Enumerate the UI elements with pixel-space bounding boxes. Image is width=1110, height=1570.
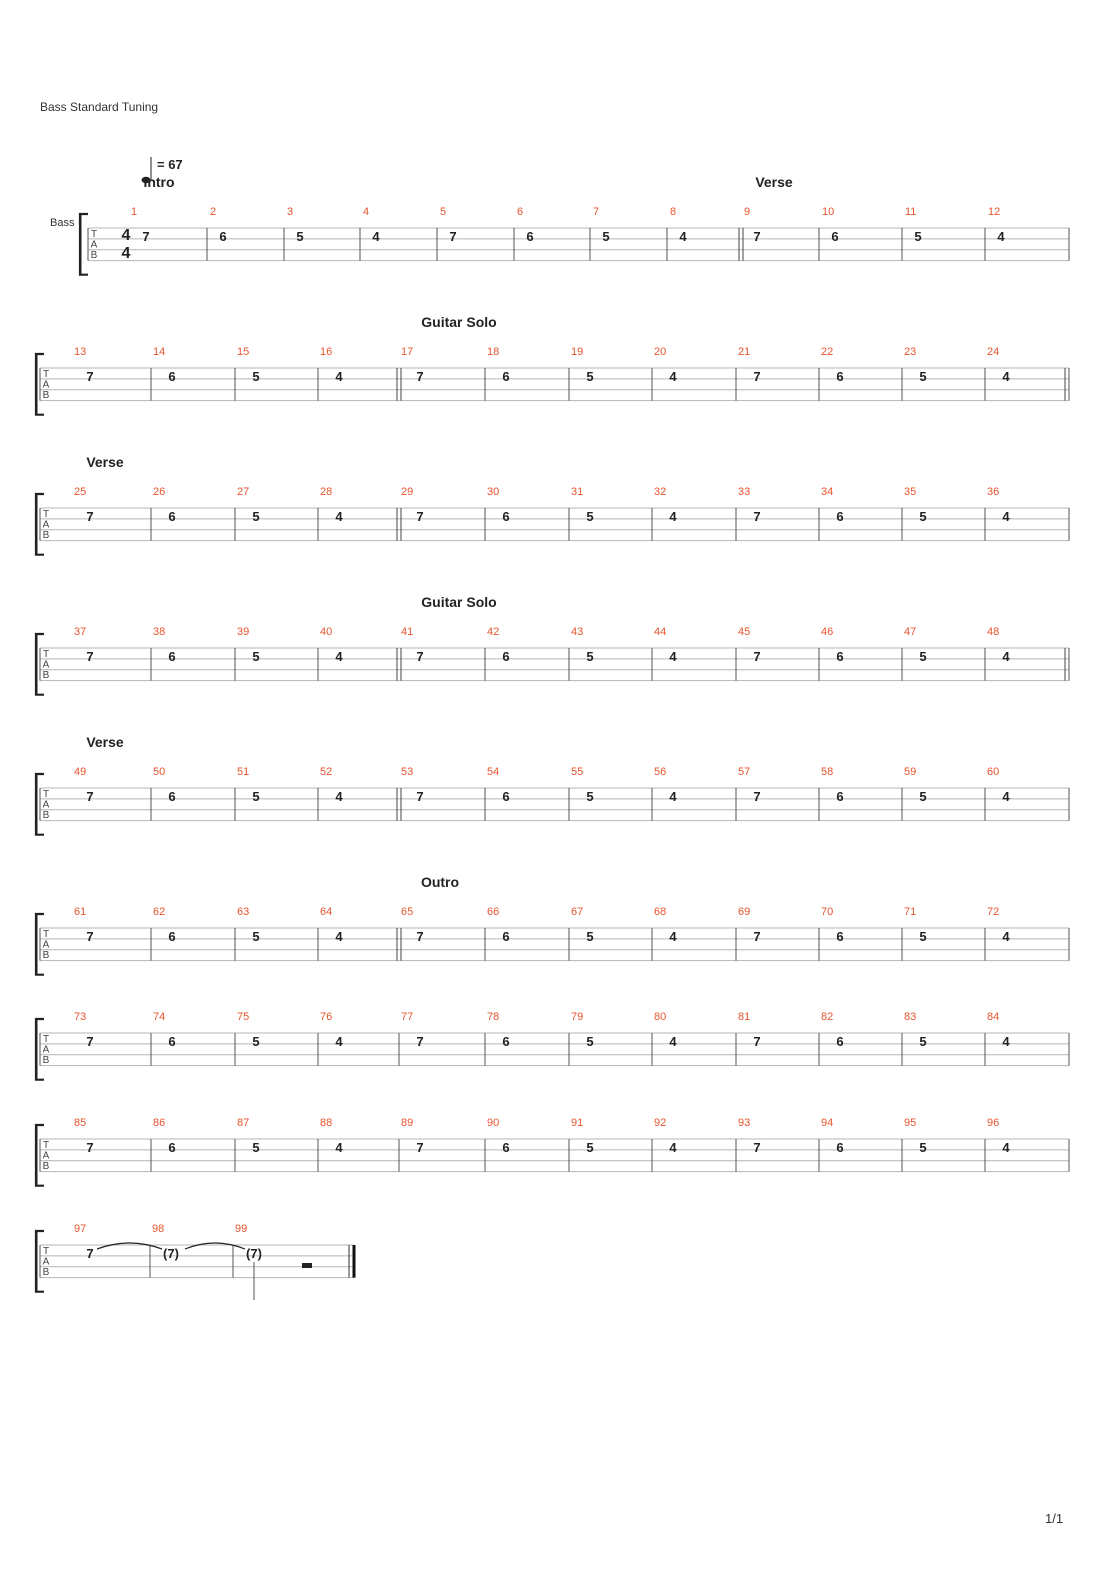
measure-number: 89 <box>401 1117 414 1129</box>
fret-note: 5 <box>252 509 260 524</box>
fret-note: 4 <box>335 929 343 944</box>
fret-note: 5 <box>252 929 260 944</box>
measure-number: 74 <box>153 1011 166 1023</box>
fret-note: (7) <box>246 1246 262 1261</box>
tab-letter: A <box>42 939 50 951</box>
measure-number: 56 <box>654 766 667 778</box>
fret-note: 4 <box>335 509 343 524</box>
measure-number: 65 <box>401 906 414 918</box>
section-label: Verse <box>86 734 124 750</box>
measure-number: 79 <box>571 1011 584 1023</box>
measure-number: 39 <box>237 626 250 638</box>
measure-number: 13 <box>74 346 87 358</box>
section-label: Guitar Solo <box>421 314 497 330</box>
tie-arc <box>97 1243 162 1249</box>
fret-note: 7 <box>416 1140 424 1155</box>
fret-note: 7 <box>86 929 94 944</box>
fret-note: 6 <box>836 1034 844 1049</box>
fret-note: 4 <box>1002 649 1010 664</box>
measure-number: 75 <box>237 1011 250 1023</box>
measure-number: 85 <box>74 1117 87 1129</box>
measure-number: 58 <box>821 766 834 778</box>
tab-letter: B <box>42 1267 50 1278</box>
measure-number: 91 <box>571 1117 584 1129</box>
measure-number: 68 <box>654 906 667 918</box>
measure-number: 80 <box>654 1011 667 1023</box>
page-number: 1/1 <box>1045 1511 1064 1526</box>
measure-number: 69 <box>738 906 751 918</box>
measure-number: 77 <box>401 1011 414 1023</box>
measure-number: 87 <box>237 1117 250 1129</box>
measure-number: 3 <box>287 206 294 218</box>
tab-letter: A <box>42 659 50 671</box>
measure-number: 84 <box>987 1011 1000 1023</box>
measure-number: 16 <box>320 346 333 358</box>
measure-number: 94 <box>821 1117 834 1129</box>
fret-note: 6 <box>502 929 510 944</box>
section-label: Guitar Solo <box>421 594 497 610</box>
measure-number: 63 <box>237 906 250 918</box>
fret-note: 5 <box>252 789 260 804</box>
tab-letter: A <box>42 799 50 811</box>
tab-letter: T <box>42 369 50 380</box>
fret-note: 4 <box>335 1140 343 1155</box>
measure-number: 28 <box>320 486 333 498</box>
measure-number: 95 <box>904 1117 917 1129</box>
measure-number: 83 <box>904 1011 917 1023</box>
measure-number: 14 <box>153 346 166 358</box>
fret-note: 6 <box>502 1140 510 1155</box>
measure-number: 37 <box>74 626 87 638</box>
fret-note: 5 <box>919 649 927 664</box>
fret-note: 5 <box>602 229 610 244</box>
fret-note: 6 <box>836 789 844 804</box>
fret-note: 4 <box>335 789 343 804</box>
measure-number: 20 <box>654 346 667 358</box>
fret-note: 7 <box>416 509 424 524</box>
tab-letter: B <box>42 810 50 821</box>
fret-note: 6 <box>836 1140 844 1155</box>
fret-note: 7 <box>416 649 424 664</box>
measure-number: 82 <box>821 1011 834 1023</box>
fret-note: 4 <box>669 369 677 384</box>
fret-note: 4 <box>335 1034 343 1049</box>
fret-note: 6 <box>168 509 176 524</box>
fret-note: 7 <box>86 789 94 804</box>
fret-note: 5 <box>919 789 927 804</box>
measure-number: 26 <box>153 486 166 498</box>
fret-note: 4 <box>669 1140 677 1155</box>
fret-note: 7 <box>753 1034 761 1049</box>
fret-note: 6 <box>831 229 839 244</box>
fret-note: 7 <box>416 789 424 804</box>
fret-note: 7 <box>753 1140 761 1155</box>
measure-number: 49 <box>74 766 87 778</box>
measure-number: 76 <box>320 1011 333 1023</box>
fret-note: 5 <box>252 649 260 664</box>
measure-number: 15 <box>237 346 250 358</box>
fret-note: 4 <box>679 229 687 244</box>
measure-number: 42 <box>487 626 500 638</box>
fret-note: 5 <box>914 229 922 244</box>
tuning-label: Bass Standard Tuning <box>40 100 159 114</box>
fret-note: 6 <box>502 509 510 524</box>
fret-note: 7 <box>753 649 761 664</box>
tab-letter: T <box>42 1246 50 1257</box>
fret-note: 7 <box>753 229 761 244</box>
measure-number: 31 <box>571 486 584 498</box>
fret-note: 6 <box>836 509 844 524</box>
measure-number: 30 <box>487 486 500 498</box>
time-signature-top: 4 <box>121 227 131 244</box>
measure-number: 36 <box>987 486 1000 498</box>
measure-number: 46 <box>821 626 834 638</box>
measure-number: 18 <box>487 346 500 358</box>
tab-letter: B <box>42 530 50 541</box>
measure-number: 73 <box>74 1011 87 1023</box>
measure-number: 21 <box>738 346 751 358</box>
time-signature-bottom: 4 <box>121 245 131 262</box>
tab-letter: T <box>90 229 98 240</box>
fret-note: 7 <box>416 929 424 944</box>
tab-letter: T <box>42 929 50 940</box>
fret-note: 4 <box>1002 369 1010 384</box>
fret-note: 6 <box>168 789 176 804</box>
measure-number: 25 <box>74 486 87 498</box>
measure-number: 64 <box>320 906 333 918</box>
measure-number: 8 <box>670 206 677 218</box>
measure-number: 38 <box>153 626 166 638</box>
tab-letter: T <box>42 509 50 520</box>
section-label: Outro <box>420 874 460 890</box>
measure-number: 67 <box>571 906 584 918</box>
measure-number: 60 <box>987 766 1000 778</box>
measure-number: 33 <box>738 486 751 498</box>
fret-note: 4 <box>669 929 677 944</box>
tab-letter: T <box>42 1034 50 1045</box>
fret-note: 6 <box>502 369 510 384</box>
fret-note: 5 <box>919 1140 927 1155</box>
fret-note: 4 <box>335 369 343 384</box>
fret-note: 4 <box>335 649 343 664</box>
tab-letter: B <box>42 670 50 681</box>
measure-number: 35 <box>904 486 917 498</box>
fret-note: 6 <box>502 789 510 804</box>
measure-number: 52 <box>320 766 333 778</box>
measure-number: 98 <box>152 1223 165 1235</box>
section-label: Intro <box>143 174 175 190</box>
measure-number: 57 <box>738 766 751 778</box>
fret-note: 4 <box>669 1034 677 1049</box>
measure-number: 92 <box>654 1117 667 1129</box>
fret-note: 7 <box>449 229 457 244</box>
fret-note: 6 <box>168 929 176 944</box>
measure-number: 2 <box>210 206 217 218</box>
fret-note: 5 <box>919 929 927 944</box>
fret-note: 6 <box>168 369 176 384</box>
fret-note: 5 <box>586 509 594 524</box>
measure-number: 45 <box>738 626 751 638</box>
fret-note: 5 <box>586 649 594 664</box>
measure-number: 93 <box>738 1117 751 1129</box>
measure-number: 90 <box>487 1117 500 1129</box>
fret-note: 7 <box>142 229 150 244</box>
fret-note: 4 <box>669 649 677 664</box>
tab-letter: A <box>42 1150 50 1162</box>
fret-note: 5 <box>919 509 927 524</box>
section-label: Verse <box>86 454 124 470</box>
measure-number: 61 <box>74 906 87 918</box>
fret-note: (7) <box>163 1246 179 1261</box>
measure-number: 81 <box>738 1011 751 1023</box>
fret-note: 6 <box>168 1034 176 1049</box>
measure-number: 27 <box>237 486 250 498</box>
half-rest <box>302 1263 312 1268</box>
measure-number: 71 <box>904 906 917 918</box>
measure-number: 24 <box>987 346 1000 358</box>
fret-note: 7 <box>86 369 94 384</box>
measure-number: 44 <box>654 626 667 638</box>
measure-number: 50 <box>153 766 166 778</box>
measure-number: 22 <box>821 346 834 358</box>
fret-note: 7 <box>86 649 94 664</box>
fret-note: 4 <box>372 229 380 244</box>
measure-number: 59 <box>904 766 917 778</box>
fret-note: 6 <box>836 649 844 664</box>
fret-note: 6 <box>219 229 227 244</box>
measure-number: 88 <box>320 1117 333 1129</box>
fret-note: 6 <box>836 929 844 944</box>
measure-number: 11 <box>905 206 917 218</box>
fret-note: 5 <box>296 229 304 244</box>
measure-number: 55 <box>571 766 584 778</box>
fret-note: 5 <box>586 929 594 944</box>
fret-note: 5 <box>252 1034 260 1049</box>
measure-number: 72 <box>987 906 1000 918</box>
fret-note: 7 <box>753 789 761 804</box>
measure-number: 86 <box>153 1117 166 1129</box>
fret-note: 6 <box>526 229 534 244</box>
measure-number: 48 <box>987 626 1000 638</box>
instrument-name: Bass <box>50 217 75 229</box>
fret-note: 7 <box>753 509 761 524</box>
measure-number: 17 <box>401 346 414 358</box>
fret-note: 7 <box>416 1034 424 1049</box>
fret-note: 5 <box>252 369 260 384</box>
measure-number: 4 <box>363 206 370 218</box>
fret-note: 5 <box>586 369 594 384</box>
fret-note: 4 <box>669 789 677 804</box>
measure-number: 6 <box>517 206 524 218</box>
tab-letter: A <box>42 379 50 391</box>
fret-note: 5 <box>586 1140 594 1155</box>
measure-number: 29 <box>401 486 414 498</box>
fret-note: 5 <box>919 1034 927 1049</box>
measure-number: 43 <box>571 626 584 638</box>
measure-number: 66 <box>487 906 500 918</box>
fret-note: 7 <box>86 1140 94 1155</box>
fret-note: 6 <box>502 649 510 664</box>
measure-number: 97 <box>74 1223 87 1235</box>
measure-number: 32 <box>654 486 667 498</box>
measure-number: 1 <box>130 206 138 218</box>
measure-number: 78 <box>487 1011 500 1023</box>
measure-number: 40 <box>320 626 333 638</box>
measure-number: 41 <box>401 626 414 638</box>
tab-letter: A <box>42 519 50 531</box>
measure-number: 19 <box>571 346 584 358</box>
fret-note: 4 <box>1002 1034 1010 1049</box>
fret-note: 7 <box>86 509 94 524</box>
fret-note: 7 <box>86 1246 94 1261</box>
tab-letter: B <box>42 1161 50 1172</box>
section-label: Verse <box>755 174 793 190</box>
tab-letter: A <box>90 239 98 251</box>
measure-number: 54 <box>487 766 500 778</box>
fret-note: 5 <box>919 369 927 384</box>
fret-note: 7 <box>753 929 761 944</box>
measure-number: 47 <box>904 626 917 638</box>
fret-note: 4 <box>1002 789 1010 804</box>
fret-note: 6 <box>168 649 176 664</box>
tab-letter: B <box>90 250 98 261</box>
fret-note: 4 <box>1002 509 1010 524</box>
fret-note: 4 <box>669 509 677 524</box>
measure-number: 62 <box>153 906 166 918</box>
fret-note: 7 <box>416 369 424 384</box>
measure-number: 53 <box>401 766 414 778</box>
tie-arc <box>185 1243 245 1249</box>
tab-letter: B <box>42 1055 50 1066</box>
measure-number: 96 <box>987 1117 1000 1129</box>
fret-note: 7 <box>86 1034 94 1049</box>
measure-number: 51 <box>237 766 250 778</box>
measure-number: 9 <box>744 206 751 218</box>
tab-letter: A <box>42 1044 50 1056</box>
measure-number: 12 <box>988 206 1001 218</box>
fret-note: 5 <box>586 1034 594 1049</box>
measure-number: 23 <box>904 346 917 358</box>
fret-note: 6 <box>168 1140 176 1155</box>
fret-note: 5 <box>252 1140 260 1155</box>
tab-letter: A <box>42 1256 50 1268</box>
measure-number: 99 <box>235 1223 248 1235</box>
fret-note: 4 <box>1002 1140 1010 1155</box>
fret-note: 4 <box>1002 929 1010 944</box>
measure-number: 7 <box>593 206 600 218</box>
tab-letter: B <box>42 950 50 961</box>
tempo-marking: = 67 <box>157 157 183 172</box>
measure-number: 70 <box>821 906 834 918</box>
tab-letter: T <box>42 1140 50 1151</box>
tab-letter: T <box>42 649 50 660</box>
measure-number: 5 <box>440 206 447 218</box>
tab-letter: B <box>42 390 50 401</box>
measure-number: 10 <box>822 206 835 218</box>
fret-note: 5 <box>586 789 594 804</box>
fret-note: 7 <box>753 369 761 384</box>
fret-note: 6 <box>836 369 844 384</box>
tab-letter: T <box>42 789 50 800</box>
measure-number: 34 <box>821 486 834 498</box>
fret-note: 6 <box>502 1034 510 1049</box>
fret-note: 4 <box>997 229 1005 244</box>
